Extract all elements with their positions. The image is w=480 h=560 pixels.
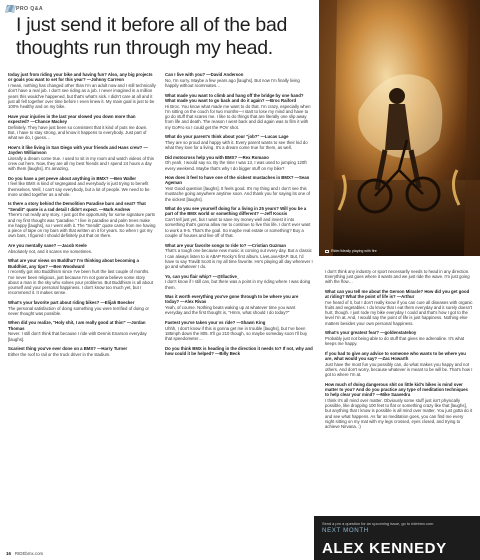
qa-item xyxy=(8,145,156,172)
qa-item xyxy=(8,201,156,238)
question-text: Can I live with you? —David Anderson xyxy=(165,72,244,77)
answer-text: Never. I still don't think that because I ride with Dennis Enarson everyday [laughs]. xyxy=(8,331,147,342)
qa-item xyxy=(165,243,313,270)
question-text: Yo, can you flair whip? —@Illactive_ xyxy=(165,273,240,279)
camera-icon xyxy=(325,250,329,253)
answer-text: Yeah, of course. Nothing beats waking up at whatever time you want everyday and the first thought is, "Hmm, what should I do today?" xyxy=(165,305,296,316)
question-text: Did motocross help you with BMX? —Rex Romano xyxy=(165,154,269,160)
answer-text: That's a tough one because new music is coming out every day. But a classic I can always listen to is A$AP Rocky's first album. LiveLoveA$AP. But, I'd have to say Travi$ Scott is my all time favorite. He's playing all day wherever I go and whatever I do. xyxy=(165,248,313,270)
photo-caption xyxy=(325,249,377,253)
qa-item xyxy=(165,175,313,202)
question-text: Is there a story behind the Demolition Paradise bars and seat? That "Sendit" quote is a rad detail I didn't expect. —Mark Andrew xyxy=(8,201,146,212)
qa-item xyxy=(325,289,473,326)
question-text: Scariest thing you've ever done on a BMX? —Harry Turner xyxy=(8,346,128,352)
answer-text: Definitely. They have just been so consistent that it kind of puts me down. But, I have to stay strong, and know it happens to everybody. Just part of what we do, I guess… xyxy=(8,124,148,141)
question-text: How does it feel to have one of the sickest mustaches in BMX? —Sean Ageman xyxy=(165,175,310,186)
answer-text: I think it's all mind over matter. Obviously some stuff just isn't physically possible, like dropping 100 feet to flat or something crazy like that [laughs], but anything that I know is possible is all mind over matter. You just gotta do it and see what happens. As far as meditation goes, you can find me every night sitting on my mat with my legs crossed, eyes closed, and trying to achieve Nirvana. :) xyxy=(325,397,473,430)
question-text: Have your injuries in the last year slowed you down more than expected? —Chance Mackey xyxy=(8,113,136,124)
question-text: Was it worth everything you've gone through to be where you are today? —Alex Rivas xyxy=(165,294,299,305)
answer-text: There's not really any story. I just got the opportunity for some signature parts and my first thought was "paradise." I live in paradise and palm trees make me happy [laughs], so I went with it. The "Sendit" quote came from me having a piece of tape on my bars with that written on it for years. So when I got my own bars, I figured I should definitely put that on there. xyxy=(8,212,156,239)
question-text: What are your views on Buddha? I'm thinking about becoming a Buddhist, any tips? —Ben Woodward xyxy=(8,258,139,269)
section-tag-label: PRO Q&A xyxy=(16,5,44,12)
footer-site: RIDEbmx.com xyxy=(14,551,44,556)
answer-text: Just have the most fun you possibly can, do what makes you happy and not others. And don't worry, because whatever is meant to be will be. That's how I got to where I'm at. xyxy=(325,361,473,378)
qa-item xyxy=(165,274,313,290)
qa-item xyxy=(325,382,473,430)
qa-item xyxy=(325,351,473,378)
question-text: What made you want to climb and hang off the bridge by one hand? What made you want to go back and do it again? —Broc Raiford xyxy=(165,92,304,103)
answer-text: I've heard of it, but I don't really know if you can cure all diseases with organic fruits and vegetables. I do know that I eat them everyday and it surely doesn't hurt, though. I just rode my bike everyday I could and that's how I got to the level I'm at. And, I would say the point of life is just happiness. Nothing else matters besides your own personal happiness. xyxy=(325,299,473,326)
qa-item xyxy=(325,330,473,346)
question-text: What are your favorite songs to ride to? —Cristian Guzman xyxy=(165,242,287,248)
qa-item xyxy=(165,206,313,238)
answer-text: Yes! Good question [laughs]. It feels good. It's my thing and I don't see this mustache going anywhere anytime soon. And thank you for saying its one of the sickest [laughs]. xyxy=(165,186,310,202)
qa-column-3 xyxy=(325,268,473,434)
qa-item xyxy=(8,176,156,198)
answer-text: Can't tell just yet, but I want to save my money well and invest it into something that's gonna allow me to continue to live this life. I don't ever want to work a 9-5. That's the goal. So maybe real estate or something? Buy a couple of houses and live off of that. xyxy=(165,217,311,238)
qa-item xyxy=(165,155,313,171)
qa-column-1 xyxy=(8,72,156,361)
next-month-promo xyxy=(314,516,480,560)
qa-item xyxy=(8,114,156,141)
qa-item xyxy=(165,134,313,150)
qa-item xyxy=(165,294,313,316)
rider-photo-image xyxy=(319,0,480,256)
page-footer xyxy=(6,551,43,556)
page-number: 16 xyxy=(6,551,11,556)
answer-text: The personal satisfaction of doing something you were terrified of doing or never thought was possible. xyxy=(8,305,149,316)
question-text: What do you see yourself doing for a living in 25 years? Will you be a part of the BMX world or something different? —Jeff Kocsis xyxy=(165,206,307,217)
qa-item xyxy=(8,258,156,295)
question-text: Do you have a pet peeve about anything in BMX? —Ben Waller xyxy=(8,175,137,181)
qa-item xyxy=(165,93,313,130)
question-text: Do you think BMX is heading in the direction it needs to? If not, why and how could it be helped? —Billy Beck xyxy=(165,345,313,356)
answer-text: No, I'm sorry. Maybe a few years ago [laughs]. But now I'm finally living happily without roommates… xyxy=(165,77,300,88)
qa-item xyxy=(8,346,156,357)
qa-item xyxy=(8,243,156,254)
qa-item xyxy=(8,72,156,109)
qa-item xyxy=(8,320,156,342)
qa-column-2 xyxy=(165,72,313,361)
question-text: Are you mentally sane? —Jacob Keele xyxy=(8,242,87,248)
qa-item xyxy=(325,269,473,285)
question-text: When did you realize, "Holy shit, I am really good at this!" —Jordan Thomas xyxy=(8,320,146,331)
answer-text: Absolutely not, and it scares me sometimes. xyxy=(8,248,93,254)
question-text: What do your parent's think about your "job?" —Lucas Lage xyxy=(165,134,289,140)
question-text: How's it like living in San Diego with your friends and Hans crew? —Jayden Williamson xyxy=(8,144,148,155)
answer-text: Literally a dream come true. I used to sit in my room and watch videos of this crew out here. Now, they are all my best friends and I spend 24 hours a day with them [laughs]. It's amazing. xyxy=(8,155,154,172)
headline-text: I just send it before all of the bad thoughts run through my head. xyxy=(16,14,288,59)
answer-text: I don't know if I still can, but there was a point in my riding where I was doing them. xyxy=(165,279,311,290)
qa-item xyxy=(8,300,156,316)
answer-text: I recently got into Buddhism since I've been hurt the last couple of months. I've never been religious, just because I'm not gonna believe some story about a man in the sky who solves your problems. But Buddhism is all about yourself and your personal happiness. I don't know too much yet, but I recommend it. It makes sense. xyxy=(8,269,153,296)
answer-text: They are so proud and happy with it. Every parent wants to see their kid do what they love for a living. It's a dream come true for them, as well. xyxy=(165,139,308,151)
question-text: What's your greatest fear? —goldenstateboy xyxy=(325,330,417,336)
qa-item xyxy=(165,320,313,342)
answer-text: I don't think any industry or sport necessarily needs to head in any direction. Everything just goes where it wants and we just ride the wave. I'm just going with the flow… xyxy=(325,268,470,284)
promo-blurb: Send a pro a question for an upcoming issue, go to ridebmx.com xyxy=(322,521,434,526)
answer-text: I mean, nothing has changed other than I'm an adult now and I still technically don't have a real job. I don't see riding as a job. I never imagined in a million years this would've happened, but that's what's sick. I didn't care at all and it just all fell together over time before I even knew it. My main goal is just to be 100% healthy and on my bike. xyxy=(8,83,156,109)
qa-item xyxy=(165,346,313,357)
answer-text: Uhhh, I don't know if this is gonna get me in trouble [laughs], but I've been 185mph down the 805. It'll go 210 though, so maybe someday soon I'll buy that speedometer… xyxy=(165,325,308,342)
answer-text: Probably just not being able to do stuff that gives me adrenaline. It's what keeps me happy. xyxy=(325,335,465,347)
question-text: Fastest you've taken your vs ride? —Shawn King xyxy=(165,319,266,325)
open-quote-icon: “ xyxy=(2,0,19,37)
answer-text: Hi Broc. You know what made me want to do that. I'm crazy, especially when I'm sitting on the couch for two months—I start to lose my mind and have to go do stuff that scares me. I like to do things that are literally one slip away from life and death. The reason I went back and did again was to film it with my GoPro so I could get the POV shot. xyxy=(165,103,311,130)
next-month-label: NEXT MONTH xyxy=(322,527,369,534)
rider-photo xyxy=(319,0,480,256)
answer-text: Either the roof to rail or the truck driver in the stadium. xyxy=(8,351,111,357)
question-text: today just from riding your bike and having fun? Also, any big projects or goals you want to set for this year? —Johnny Carreon xyxy=(8,72,153,83)
caption-text: Rider/Ideally playing with fire xyxy=(331,249,377,253)
answer-text: I feel like BMX is kind of segregated and everybody is just trying to benefit themselves. Well, I can't say everybody, but a lot of people. We need to be more united together as a whole. xyxy=(8,181,150,197)
question-text: How much of doing dangerous shit on little kid's bikes is mind over matter to you? And do you practice any type of meditation techniques to help clear your mind? —Mike Saavedra xyxy=(325,381,468,398)
qa-item xyxy=(165,72,313,88)
question-text: What can you tell me about the Gerson Miracle? How did you get good at riding? What the point of life is? —Arthur xyxy=(325,288,470,299)
question-text: If you had to give any advice to someone who wants to be where you are, what would you say? —Zac Howarth xyxy=(325,350,466,361)
question-text: What's your favorite part about riding bikes? —Elijah Boecker xyxy=(8,299,135,305)
next-month-name: ALEX KENNEDY xyxy=(322,540,447,557)
answer-text: Oh yeah, I would say so. By the time I was 13, I was used to jumping 120ft every weekend. Maybe that's why I do bigger stuff on my bike? xyxy=(165,160,307,171)
